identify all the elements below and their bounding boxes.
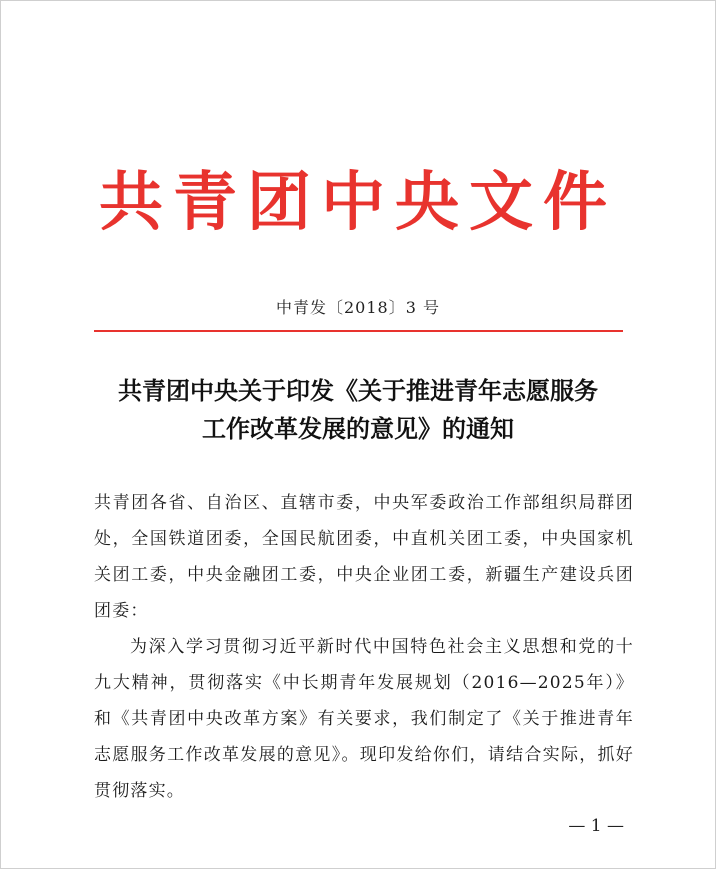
document-masthead: 共青团中央文件 [99, 166, 617, 240]
body-paragraph: 为深入学习贯彻习近平新时代中国特色社会主义思想和党的十九大精神，贯彻落实《中长期青年发展规划（2016—2025年）》和《共青团中央改革方案》有关要求，我们制定了《关于推进青年志愿服务工作改革发展的意见》。现印发给你们，请结合实际，抓好贯彻落实。 [94, 637, 634, 801]
red-divider-line [94, 330, 623, 332]
document-title-line-2: 工作改革发展的意见》的通知 [202, 415, 514, 443]
page-number: — 1 — [568, 816, 624, 836]
document-title [0, 372, 716, 448]
document-body [94, 485, 634, 809]
document-number: 中青发〔2018〕3 号 [276, 298, 440, 317]
document-title-line-1: 共青团中央关于印发《关于推进青年志愿服务 [118, 377, 598, 405]
recipients-paragraph: 共青团各省、自治区、直辖市委，中央军委政治工作部组织局群团处，全国铁道团委，全国民航团委，中直机关团工委，中央国家机关团工委，中央金融团工委，中央企业团工委，新疆生产建设兵团团委： [94, 493, 634, 621]
